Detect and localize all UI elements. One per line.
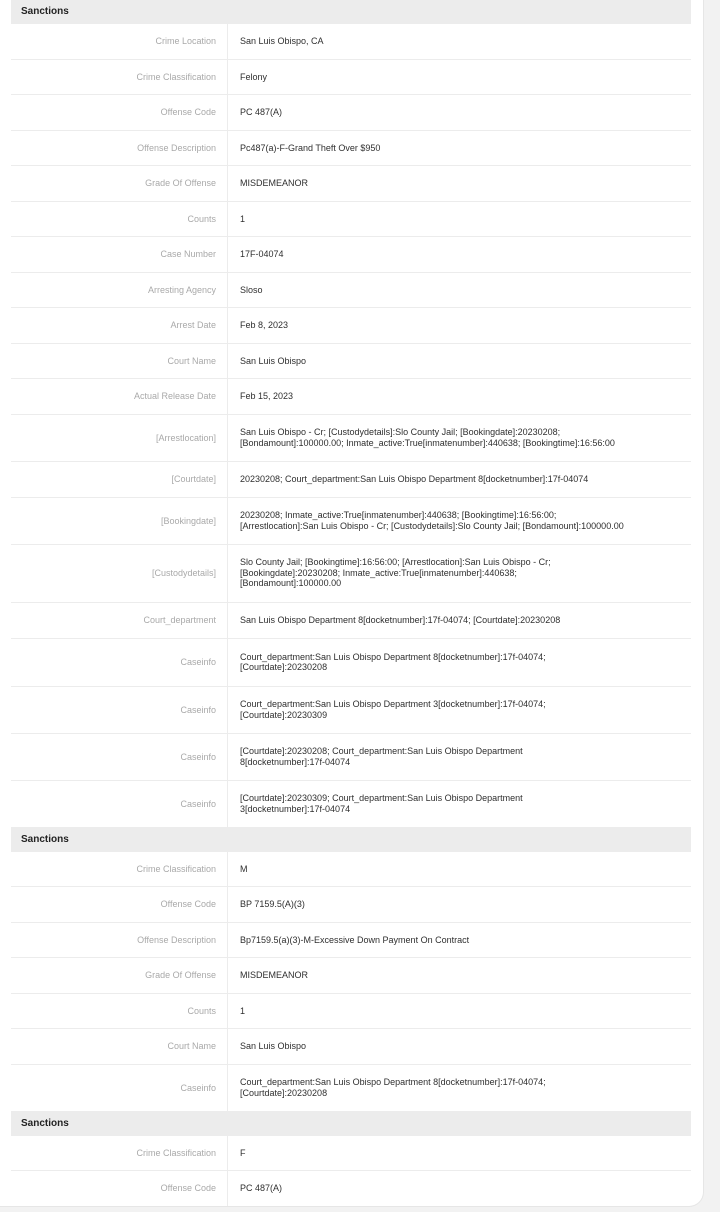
row-label: Crime Classification (11, 1136, 228, 1171)
table-row (11, 603, 691, 639)
row-label: Offense Code (11, 1171, 228, 1206)
table-row (11, 166, 691, 202)
row-value: PC 487(A) (240, 107, 283, 117)
row-label: Crime Location (11, 24, 228, 59)
row-label: Crime Classification (11, 852, 228, 887)
row-label: Caseinfo (11, 734, 228, 780)
row-label: Arresting Agency (11, 273, 228, 308)
row-value: BP 7159.5(A)(3) (240, 899, 305, 909)
row-value: Court_department:San Luis Obispo Department 3[docketnumber]:17f-04074; [Courtdate]:20230309 (240, 699, 546, 720)
table-row (11, 958, 691, 994)
row-value: San Luis Obispo, CA (240, 36, 324, 46)
row-value: 20230208; Inmate_active:True[inmatenumber]:440638; [Bookingtime]:16:56:00; [Arrestlocation]:San Luis Obispo - Cr; [Custodydetails]:Slo County Jail; [Bondamount]:100000.00 (240, 510, 624, 531)
row-label: Arrest Date (11, 308, 228, 343)
table-row (11, 202, 691, 238)
table-row (11, 60, 691, 96)
row-label: Court_department (11, 603, 228, 638)
row-label: Court Name (11, 344, 228, 379)
row-label: Counts (11, 202, 228, 237)
table-row (11, 994, 691, 1030)
table-row (11, 237, 691, 273)
table-row (11, 308, 691, 344)
row-value: [Courtdate]:20230309; Court_department:San Luis Obispo Department 3[docketnumber]:17f-04074 (240, 793, 523, 814)
row-value: Pc487(a)-F-Grand Theft Over $950 (240, 142, 381, 153)
row-label: [Custodydetails] (11, 545, 228, 602)
table-row (11, 1136, 691, 1172)
section-header-sanctions: Sanctions (11, 828, 691, 852)
row-label: Caseinfo (11, 781, 228, 827)
table-row (11, 462, 691, 498)
row-label: [Courtdate] (11, 462, 228, 497)
row-label: Court Name (11, 1029, 228, 1064)
table-row (11, 1065, 691, 1112)
row-label: Caseinfo (11, 1065, 228, 1111)
table-row (11, 415, 691, 462)
row-label: Grade Of Offense (11, 166, 228, 201)
row-label: Case Number (11, 237, 228, 272)
table-row (11, 273, 691, 309)
row-value: San Luis Obispo (240, 1041, 307, 1051)
table-row (11, 639, 691, 687)
row-label: Counts (11, 994, 228, 1029)
table-row (11, 1029, 691, 1065)
row-value: San Luis Obispo Department 8[docketnumber]:17f-04074; [Courtdate]:20230208 (240, 614, 561, 625)
row-value: 1 (240, 1005, 246, 1016)
row-label: Offense Code (11, 95, 228, 130)
row-label: Offense Code (11, 887, 228, 922)
table-row (11, 131, 691, 167)
row-value: 17F-04074 (240, 249, 284, 259)
row-label: Caseinfo (11, 687, 228, 733)
table-row (11, 734, 691, 781)
row-value: M (240, 863, 248, 874)
table-row (11, 781, 691, 828)
table-row (11, 1171, 691, 1206)
section-header-sanctions: Sanctions (11, 1112, 691, 1136)
row-value: San Luis Obispo (240, 355, 307, 366)
sanctions-table (11, 0, 691, 1206)
table-row (11, 687, 691, 734)
row-value: San Luis Obispo - Cr; [Custodydetails]:Slo County Jail; [Bookingdate]:20230208; [Bondamount]:100000.00; Inmate_active:True[inmatenumber]:440638; [Bookingtime]:16:56:00 (240, 427, 615, 448)
table-row (11, 95, 691, 131)
row-label: [Arrestlocation] (11, 415, 228, 461)
row-label: Offense Description (11, 131, 228, 166)
table-row (11, 887, 691, 923)
row-value: Feb 8, 2023 (240, 320, 289, 330)
row-value: PC 487(A) (240, 1183, 283, 1193)
table-row (11, 24, 691, 60)
row-value: Feb 15, 2023 (240, 391, 294, 401)
row-label: Actual Release Date (11, 379, 228, 414)
row-label: [Bookingdate] (11, 498, 228, 544)
table-row (11, 498, 691, 545)
row-label: Caseinfo (11, 639, 228, 686)
row-value: 1 (240, 213, 246, 224)
table-row (11, 923, 691, 959)
row-label: Grade Of Offense (11, 958, 228, 993)
table-row (11, 545, 691, 603)
row-label: Offense Description (11, 923, 228, 958)
row-value: [Courtdate]:20230208; Court_department:San Luis Obispo Department 8[docketnumber]:17f-04074 (240, 746, 523, 767)
row-value: Felony (240, 71, 268, 82)
row-value: Slo County Jail; [Bookingtime]:16:56:00; [Arrestlocation]:San Luis Obispo - Cr; [Bookingdate]:20230208; Inmate_active:True[inmatenumber]:440638; [Bondamount]:100000.00 (240, 557, 551, 589)
row-value: Court_department:San Luis Obispo Department 8[docketnumber]:17f-04074; [Courtdate]:20230208 (240, 651, 546, 672)
row-value: MISDEMEANOR (240, 970, 309, 980)
row-value: MISDEMEANOR (240, 178, 309, 188)
row-value: Sloso (240, 284, 263, 295)
row-value: 20230208; Court_department:San Luis Obispo Department 8[docketnumber]:17f-04074 (240, 473, 589, 484)
table-row (11, 379, 691, 415)
row-value: F (240, 1147, 246, 1158)
section-header-sanctions: Sanctions (11, 0, 691, 24)
row-label: Crime Classification (11, 60, 228, 95)
row-value: Bp7159.5(a)(3)-M-Excessive Down Payment On Contract (240, 934, 470, 945)
row-value: Court_department:San Luis Obispo Department 8[docketnumber]:17f-04074; [Courtdate]:20230208 (240, 1077, 546, 1098)
table-row (11, 852, 691, 888)
table-row (11, 344, 691, 380)
